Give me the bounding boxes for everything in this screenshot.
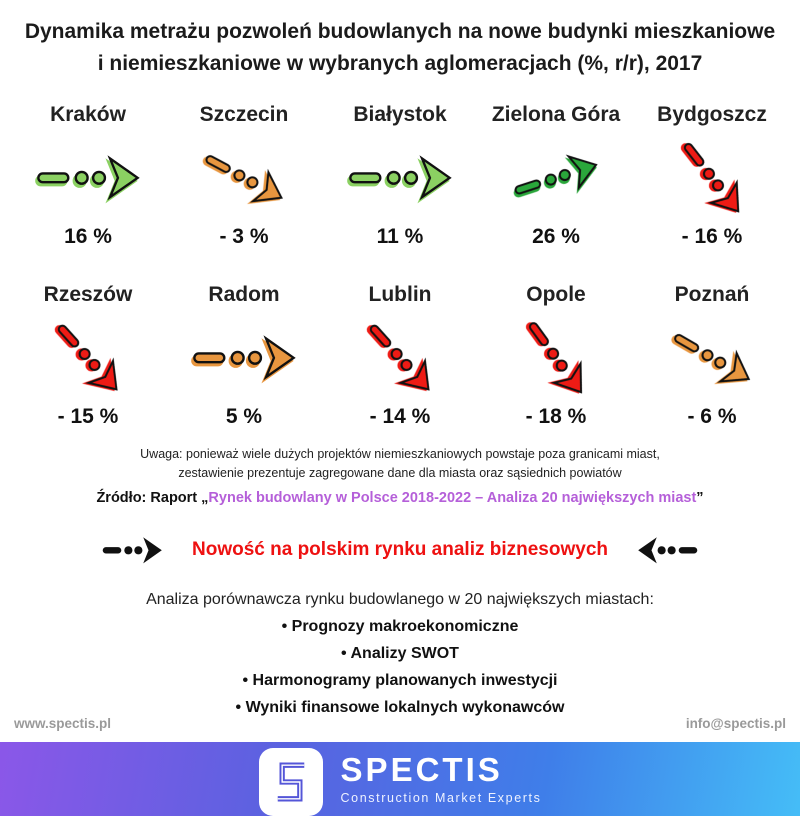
city-card-lublin (322, 283, 478, 429)
source-line (0, 490, 800, 506)
city-card-krakow (10, 103, 166, 249)
left-arrow-icon (638, 536, 698, 565)
city-card-opole (478, 283, 634, 429)
city-value: 11 % (376, 225, 424, 248)
trend-arrow-icon (478, 135, 634, 221)
city-value: - 6 % (687, 405, 737, 428)
trend-arrow-icon (634, 135, 790, 221)
city-card-poznan (634, 283, 790, 429)
city-name: Bydgoszcz (657, 103, 767, 126)
city-card-bydgoszcz (634, 103, 790, 249)
bullet-item-macro: • Prognozy makroekonomiczne (281, 617, 519, 635)
city-value: - 16 % (681, 225, 743, 248)
city-value: 16 % (64, 225, 112, 248)
trend-arrow-icon (166, 135, 322, 221)
promo-banner (0, 536, 800, 565)
trend-arrow-icon (634, 315, 790, 401)
city-value: - 15 % (57, 405, 119, 428)
city-card-radom (166, 283, 322, 429)
bullet-item-schedules: • Harmonogramy planowanych inwestycji (242, 671, 558, 689)
spectis-logo-text (341, 753, 542, 805)
title-line-2: i niemieszkaniowe w wybranych aglomeracjach (%, r/r), 2017 (97, 51, 703, 75)
footnote-line-1: Uwaga: ponieważ wiele dużych projektów niemieszkaniowych powstaje poza granicami miast, (140, 447, 660, 461)
city-value: - 18 % (525, 405, 587, 428)
email-link[interactable]: info@spectis.pl (685, 716, 786, 731)
trend-arrow-icon (166, 315, 322, 401)
footnote (0, 445, 800, 484)
brand-tagline: Construction Market Experts (340, 790, 542, 805)
city-name: Rzeszów (43, 283, 133, 306)
city-name: Radom (208, 283, 280, 306)
analysis-heading: Analiza porównawcza rynku budowlanego w 20 największych miastach: (146, 590, 654, 608)
city-name: Zielona Góra (491, 103, 621, 126)
city-value: - 3 % (219, 225, 269, 248)
trend-arrow-icon (322, 135, 478, 221)
footer-links (0, 716, 800, 731)
city-card-rzeszow (10, 283, 166, 429)
city-card-zielona-gora (478, 103, 634, 249)
city-name: Lublin (368, 283, 432, 306)
trend-arrow-icon (478, 315, 634, 401)
website-link[interactable]: www.spectis.pl (14, 716, 112, 731)
title-line-1: Dynamika metrażu pozwoleń budowlanych na nowe budynki mieszkaniowe (24, 20, 776, 43)
spectis-logo-icon (259, 748, 323, 816)
city-value: - 14 % (369, 405, 431, 428)
source-prefix: Źródło: Raport „ (96, 489, 209, 506)
trend-arrow-icon (10, 315, 166, 401)
spectis-logo (259, 742, 542, 816)
city-name: Szczecin (199, 103, 289, 126)
right-arrow-icon (102, 536, 162, 565)
report-link[interactable]: Rynek budowlany w Polsce 2018-2022 – Analiza 20 największych miast (208, 489, 697, 506)
footer-gradient-bar (0, 742, 800, 816)
cities-row-1 (0, 103, 800, 249)
bullet-item-swot: • Analizy SWOT (341, 644, 459, 662)
city-value: 5 % (225, 405, 263, 428)
city-card-szczecin (166, 103, 322, 249)
city-name: Opole (526, 283, 586, 306)
city-name: Białystok (353, 103, 447, 126)
trend-arrow-icon (322, 315, 478, 401)
city-card-bialystok (322, 103, 478, 249)
source-suffix: ” (696, 489, 704, 506)
brand-name: SPECTIS (340, 751, 503, 789)
page-title (0, 16, 800, 79)
bullet-item-financials: • Wyniki finansowe lokalnych wykonawców (235, 698, 565, 716)
trend-arrow-icon (10, 135, 166, 221)
promo-banner-text: Nowość na polskim rynku analiz biznesowych (192, 539, 608, 561)
footnote-line-2: zestawienie prezentuje zagregowane dane dla miasta oraz sąsiednich powiatów (178, 466, 622, 481)
s-glyph-icon (271, 759, 311, 805)
city-name: Kraków (50, 103, 126, 126)
city-name: Poznań (674, 283, 750, 306)
city-value: 26 % (532, 225, 580, 248)
cities-row-2 (0, 283, 800, 429)
